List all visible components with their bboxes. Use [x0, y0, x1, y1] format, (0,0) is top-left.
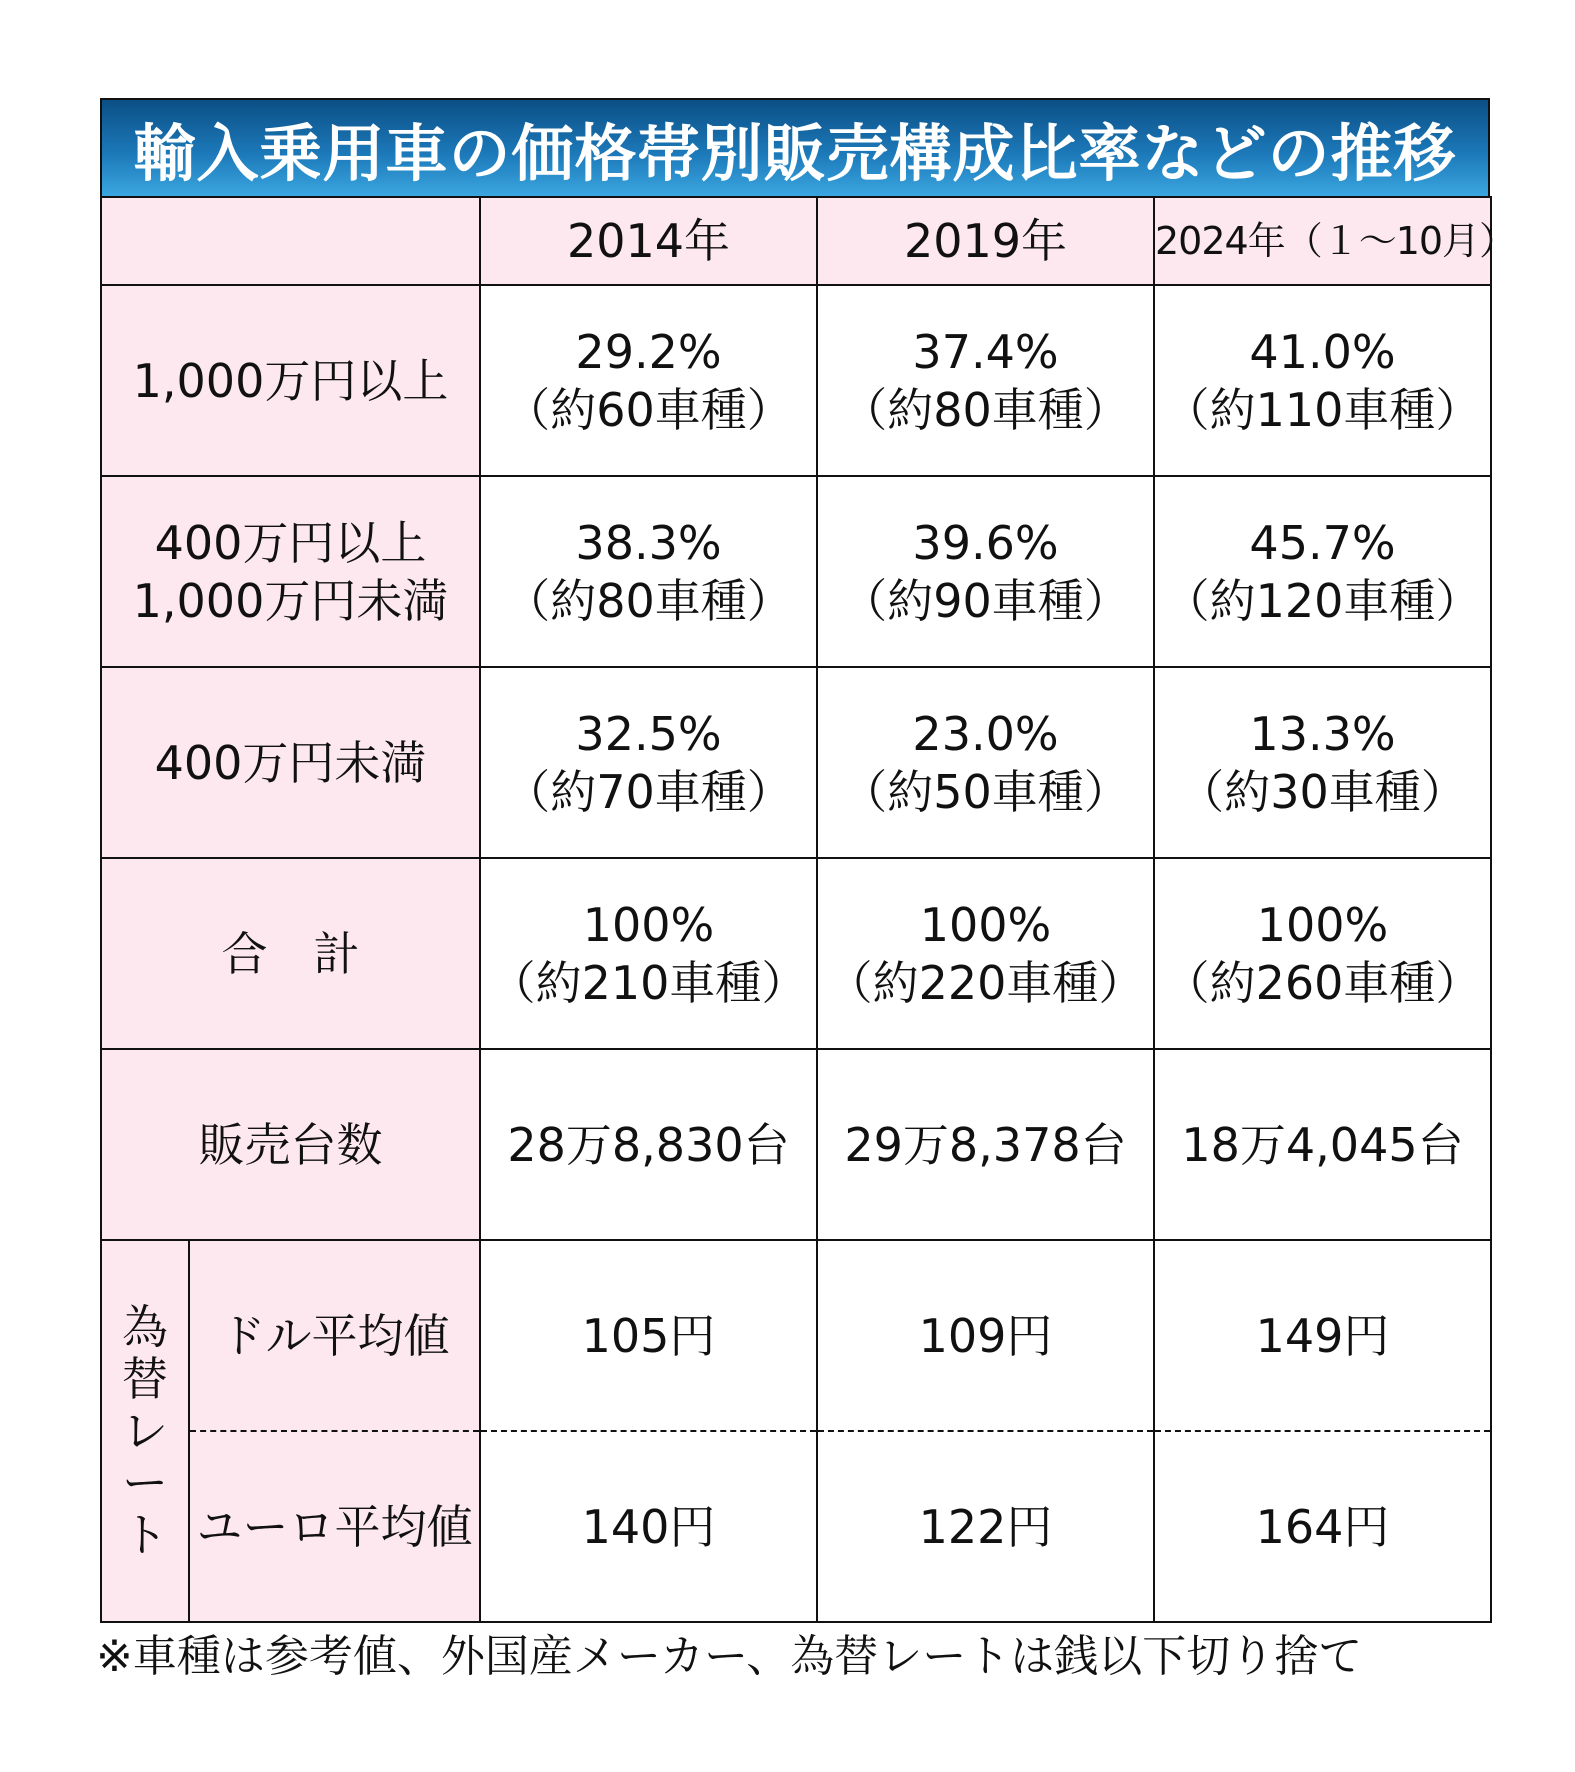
- share-value: 23.0%: [912, 706, 1059, 761]
- table-cell: [817, 858, 1154, 1049]
- rate-cell: 164円: [1154, 1431, 1491, 1622]
- row-label-text: ユーロ平均値: [196, 1499, 473, 1554]
- row-label-4m-to-10m: [101, 476, 480, 667]
- dollar-rate-row: [101, 1240, 1491, 1431]
- table-cell: [817, 285, 1154, 476]
- share-value: 32.5%: [575, 706, 722, 761]
- model-count: （約50車種）: [841, 764, 1130, 819]
- model-count: （約70車種）: [504, 764, 793, 819]
- data-table: [100, 196, 1517, 1623]
- column-header-2019: 2019年: [817, 197, 1154, 285]
- footnote: ※車種は参考値、外国産メーカー、為替レートは銭以下切り捨て: [96, 1631, 1363, 1682]
- share-value: 45.7%: [1249, 515, 1396, 570]
- exchange-rate-label-text: 為替レート: [122, 1300, 168, 1562]
- header-corner-cell: [101, 197, 480, 285]
- row-label-text: 400万円未満: [154, 735, 427, 790]
- row-label-under-4m: [101, 667, 480, 858]
- model-count: （約210車種）: [489, 955, 808, 1010]
- column-header-2014: 2014年: [480, 197, 817, 285]
- model-count: （約80車種）: [841, 382, 1130, 437]
- table-cell: [1154, 285, 1491, 476]
- model-count: （約90車種）: [841, 573, 1130, 628]
- row-label-total: [101, 858, 480, 1049]
- share-value: 100%: [919, 897, 1052, 952]
- sales-cell: 29万8,378台: [817, 1049, 1154, 1240]
- row-label-text: 400万円以上: [154, 515, 427, 570]
- model-count: （約120車種）: [1163, 573, 1482, 628]
- row-label-text: ドル平均値: [219, 1308, 450, 1363]
- figure: [96, 98, 1517, 1685]
- share-value: 13.3%: [1249, 706, 1396, 761]
- sales-cell: 18万4,045台: [1154, 1049, 1491, 1240]
- sales-cell: 28万8,830台: [480, 1049, 817, 1240]
- table-cell: [817, 476, 1154, 667]
- table-row: [101, 667, 1491, 858]
- rate-cell: 140円: [480, 1431, 817, 1622]
- model-count: （約260車種）: [1163, 955, 1482, 1010]
- title-bar: [100, 98, 1490, 196]
- exchange-rate-group-label: [101, 1240, 189, 1622]
- share-value: 39.6%: [912, 515, 1059, 570]
- table-cell: [480, 285, 817, 476]
- table-cell: [480, 667, 817, 858]
- table-cell: [480, 476, 817, 667]
- model-count: （約110車種）: [1163, 382, 1482, 437]
- share-value: 37.4%: [912, 324, 1059, 379]
- model-count: （約80車種）: [504, 573, 793, 628]
- sales-row: [101, 1049, 1491, 1240]
- table-cell: [480, 858, 817, 1049]
- rate-cell: 109円: [817, 1240, 1154, 1431]
- table-cell: [817, 667, 1154, 858]
- model-count: （約30車種）: [1178, 764, 1467, 819]
- row-label-text: 合 計: [221, 926, 360, 981]
- table-cell: [1154, 858, 1491, 1049]
- header-row: [101, 197, 1491, 285]
- rate-cell: 122円: [817, 1431, 1154, 1622]
- euro-rate-row: [101, 1431, 1491, 1622]
- share-value: 100%: [1256, 897, 1389, 952]
- rate-cell: 105円: [480, 1240, 817, 1431]
- table-row: [101, 476, 1491, 667]
- row-label-text: 1,000万円未満: [132, 573, 449, 628]
- row-label-over-10m: [101, 285, 480, 476]
- row-label-text: 1,000万円以上: [132, 353, 449, 408]
- share-value: 29.2%: [575, 324, 722, 379]
- table-row: [101, 858, 1491, 1049]
- table-row: [101, 285, 1491, 476]
- table-cell: [1154, 476, 1491, 667]
- table-title: 輸入乗用車の価格帯別販売構成比率などの推移: [133, 116, 1457, 190]
- share-value: 100%: [582, 897, 715, 952]
- share-value: 41.0%: [1249, 324, 1396, 379]
- share-value: 38.3%: [575, 515, 722, 570]
- row-label-dollar: [189, 1240, 480, 1431]
- row-label-euro: [189, 1431, 480, 1622]
- table-cell: [1154, 667, 1491, 858]
- model-count: （約220車種）: [826, 955, 1145, 1010]
- column-header-2024: 2024年（１～10月）: [1154, 197, 1491, 285]
- row-label-text: 販売台数: [198, 1117, 383, 1172]
- rate-cell: 149円: [1154, 1240, 1491, 1431]
- row-label-sales: [101, 1049, 480, 1240]
- model-count: （約60車種）: [504, 382, 793, 437]
